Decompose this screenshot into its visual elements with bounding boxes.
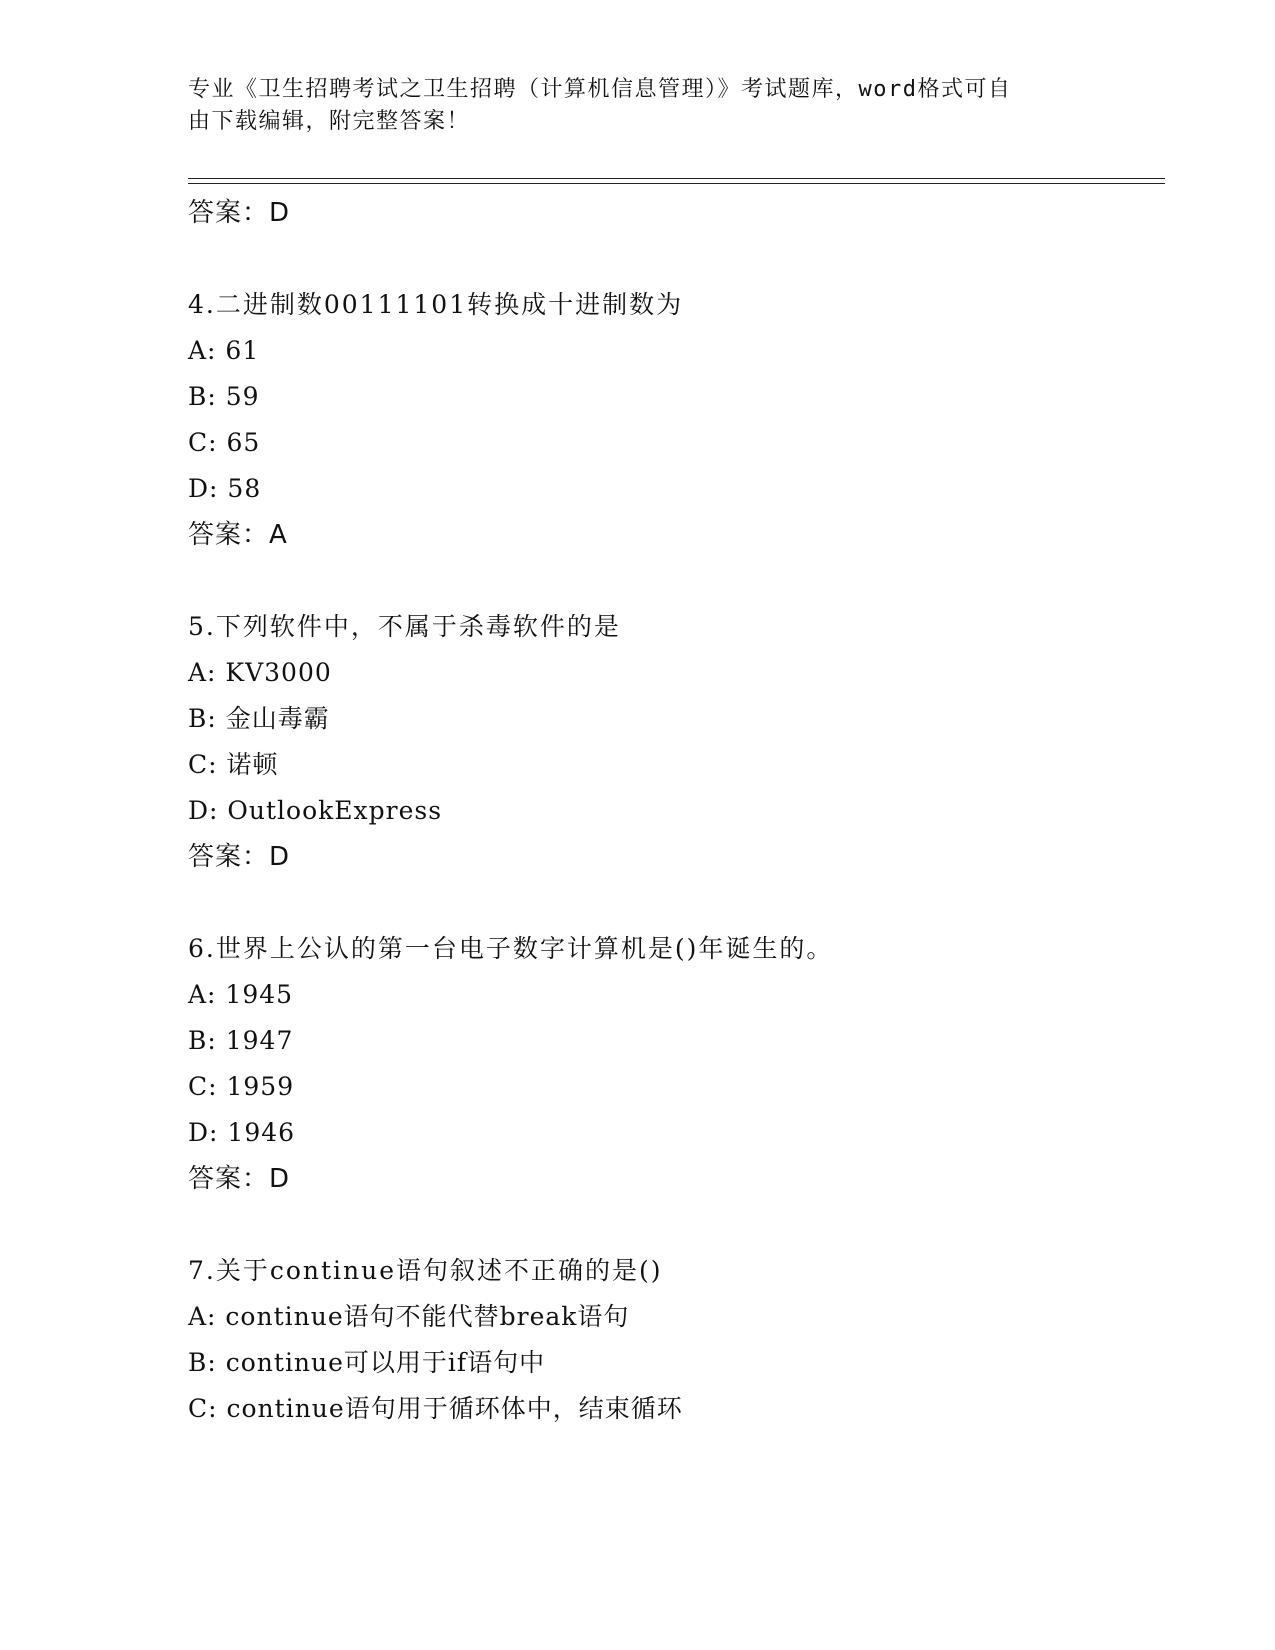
- answer-line: 答案：A: [188, 520, 288, 550]
- header-rule-bottom: [188, 183, 1165, 184]
- option-a: A: KV3000: [188, 658, 332, 687]
- question-list: [188, 190, 1168, 1432]
- answer-line: 答案：D: [188, 198, 291, 228]
- answer-line: 答案：D: [188, 842, 291, 872]
- option-b: B: continue可以用于if语句中: [188, 1348, 546, 1377]
- option-a: A: 1945: [188, 980, 294, 1009]
- option-a: A: continue语句不能代替break语句: [188, 1302, 630, 1331]
- question-stem: 6.世界上公认的第一台电子数字计算机是()年诞生的。: [188, 934, 834, 963]
- document-header: [188, 74, 1068, 138]
- question-stem: 4.二进制数00111101转换成十进制数为: [188, 290, 684, 319]
- option-c: C: 诺顿: [188, 750, 279, 779]
- question-stem: 7.关于continue语句叙述不正确的是(): [188, 1256, 663, 1285]
- header-line-2: 由下载编辑，附完整答案！: [188, 109, 471, 134]
- option-d: D: 1946: [188, 1118, 296, 1147]
- answer-line: 答案：D: [188, 1164, 291, 1194]
- option-d: D: 58: [188, 474, 262, 503]
- option-b: B: 金山毒霸: [188, 704, 330, 733]
- header-line-1: 专业《卫生招聘考试之卫生招聘（计算机信息管理）》考试题库，word格式可自: [188, 77, 1012, 102]
- option-c: C: 1959: [188, 1072, 295, 1101]
- option-b: B: 59: [188, 382, 260, 411]
- header-rule-top: [188, 178, 1165, 179]
- option-c: C: continue语句用于循环体中，结束循环: [188, 1394, 683, 1423]
- option-d: D: OutlookExpress: [188, 796, 443, 825]
- option-c: C: 65: [188, 428, 261, 457]
- option-b: B: 1947: [188, 1026, 294, 1055]
- question-stem: 5.下列软件中，不属于杀毒软件的是: [188, 612, 621, 641]
- option-a: A: 61: [188, 336, 260, 365]
